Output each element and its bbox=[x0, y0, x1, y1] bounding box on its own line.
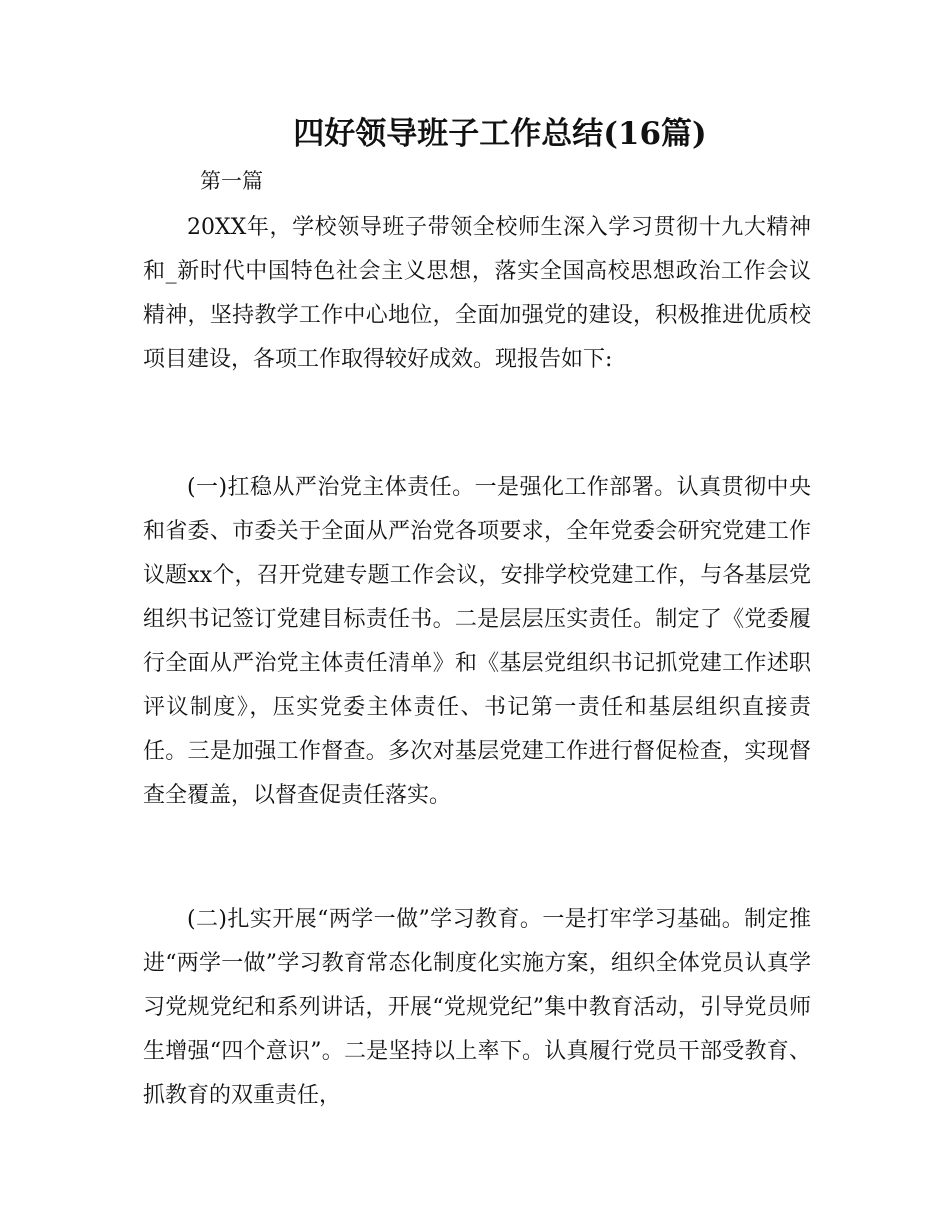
document-title: 四好领导班子工作总结(16篇) bbox=[293, 116, 707, 152]
paragraph-intro: 20XX年，学校领导班子带领全校师生深入学习贯彻十九大精神和_新时代中国特色社会主义思想，落实全国高校思想政治工作会议精神，坚持教学工作中心地位，全面加强党的建设，积极推进优质校项目建设，各项工作取得较好成效。现报告如下: bbox=[143, 215, 811, 372]
chapter-label: 第一篇 bbox=[200, 169, 263, 193]
paragraph-section-2: (二)扎实开展“两学一做”学习教育。一是打牢学习基础。制定推进“两学一做”学习教育常态化制度化实施方案，组织全体党员认真学习党规党纪和系列讲话，开展“党规党纪”集中教育活动，引导党员师生增强“四个意识”。二是坚持以上率下。认真履行党员干部受教育、抓教育的双重责任， bbox=[143, 907, 811, 1108]
paragraph-section-1: (一)扛稳从严治党主体责任。一是强化工作部署。认真贯彻中央和省委、市委关于全面从严治党各项要求，全年党委会研究党建工作议题xx个，召开党建专题工作会议，安排学校党建工作，与各基层党组织书记签订党建目标责任书。二是层层压实责任。制定了《党委履行全面从严治党主体责任清单》和《基层党组织书记抓党建工作述职评议制度》，压实党委主体责任、书记第一责任和基层组织直接责任。三是加强工作督查。多次对基层党建工作进行督促检查，实现督查全覆盖，以督查促责任落实。 bbox=[143, 475, 811, 808]
